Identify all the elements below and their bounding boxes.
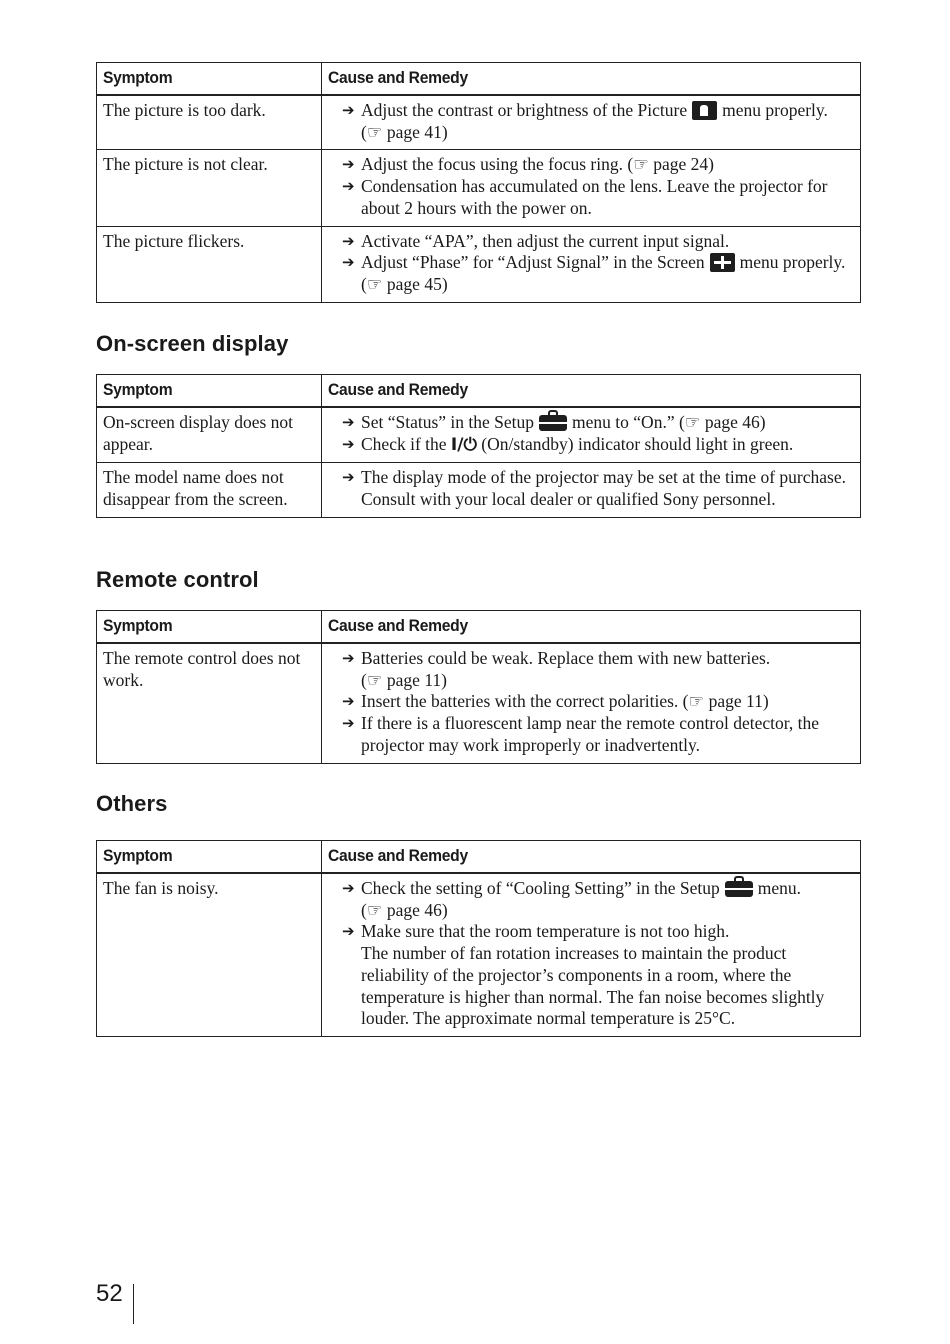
picture-troubleshooting-table <box>96 62 861 303</box>
remote-troubleshooting-table <box>96 610 861 764</box>
symptom-cell: The picture is not clear. <box>97 150 322 226</box>
remedy-item: ➔ Condensation has accumulated on the lens. Leave the projector for about 2 hours with the power on. <box>342 176 828 218</box>
page-reference-icon: ☞ <box>366 899 383 920</box>
remedy-item: ➔ Adjust “Phase” for “Adjust Signal” in the Screen menu properly. (☞ page 45) <box>342 252 846 294</box>
symptom-cell: The remote control does not work. <box>97 643 322 763</box>
arrow-icon: ➔ <box>342 177 355 196</box>
remedy-cell <box>322 95 861 150</box>
page-reference-icon: ☞ <box>366 273 383 294</box>
page-number: 52 <box>96 1280 123 1307</box>
symptom-header: Symptom <box>97 611 322 644</box>
remedy-item: ➔ Adjust the contrast or brightness of the Picture menu properly. (☞ page 41) <box>342 100 828 142</box>
table-row <box>97 463 861 517</box>
arrow-icon: ➔ <box>342 879 355 897</box>
section-heading-on-screen-display: On-screen display <box>96 331 289 356</box>
screen-menu-icon <box>710 253 735 272</box>
cause-remedy-header: Cause and Remedy <box>322 841 861 874</box>
remedy-item: ➔ Batteries could be weak. Replace them with new batteries. (☞ page 11) <box>342 648 771 690</box>
arrow-icon: ➔ <box>342 714 355 733</box>
arrow-icon: ➔ <box>342 253 355 272</box>
table-row <box>97 226 861 302</box>
remedy-item: ➔ Activate “APA”, then adjust the current input signal. <box>342 230 730 251</box>
others-section <box>96 840 860 1037</box>
symptom-cell: The picture is too dark. <box>97 95 322 150</box>
setup-menu-icon <box>725 881 753 897</box>
page-reference-icon: ☞ <box>633 154 649 175</box>
cause-remedy-header: Cause and Remedy <box>322 611 861 644</box>
arrow-icon: ➔ <box>342 922 355 941</box>
symptom-cell: The picture flickers. <box>97 226 322 302</box>
others-troubleshooting-table <box>96 840 861 1037</box>
arrow-icon: ➔ <box>342 692 355 711</box>
symptom-cell: The fan is noisy. <box>97 873 322 1036</box>
remedy-item: ➔ Set “Status” in the Setup menu to “On.” (☞ page 46) <box>342 412 766 432</box>
page-reference-icon: ☞ <box>366 669 383 690</box>
table-row <box>97 95 861 150</box>
remedy-item: ➔ The display mode of the projector may be set at the time of purchase. Consult with your local dealer or qualified Sony personnel. <box>342 467 846 510</box>
osd-section <box>96 374 860 518</box>
symptom-header: Symptom <box>97 63 322 96</box>
arrow-icon: ➔ <box>342 155 355 174</box>
arrow-icon: ➔ <box>342 649 355 667</box>
table-row <box>97 150 861 226</box>
page-number-divider <box>133 1284 134 1324</box>
symptom-header: Symptom <box>97 375 322 408</box>
cause-remedy-header: Cause and Remedy <box>322 63 861 96</box>
arrow-icon: ➔ <box>342 101 355 119</box>
page-reference-icon: ☞ <box>366 121 383 142</box>
symptom-cell: The model name does not disappear from the screen. <box>97 463 322 517</box>
section-heading-remote-control: Remote control <box>96 567 259 592</box>
remedy-cell <box>322 873 861 1036</box>
table-row <box>97 643 861 763</box>
arrow-icon: ➔ <box>342 434 355 453</box>
power-standby-icon: I/⏻ <box>450 434 477 455</box>
page-reference-icon: ☞ <box>684 412 701 432</box>
arrow-icon: ➔ <box>342 468 355 487</box>
remedy-item: ➔ Make sure that the room temperature is not too high. <box>342 921 730 942</box>
setup-menu-icon <box>539 415 567 431</box>
remedy-cell <box>322 150 861 226</box>
cause-remedy-header: Cause and Remedy <box>322 375 861 408</box>
remedy-item: ➔ Check if the I/⏻ (On/standby) indicator should light in green. <box>342 433 794 455</box>
remedy-item: ➔ If there is a fluorescent lamp near the remote control detector, the projector may work improperly or inadvertently. <box>342 713 819 755</box>
remedy-cell <box>322 643 861 763</box>
arrow-icon: ➔ <box>342 231 355 250</box>
symptom-header: Symptom <box>97 841 322 874</box>
remedy-cell <box>322 226 861 302</box>
remedy-item: ➔ Insert the batteries with the correct polarities. (☞ page 11) <box>342 691 769 712</box>
remedy-cell <box>322 407 861 463</box>
symptom-cell: On-screen display does not appear. <box>97 407 322 463</box>
remedy-item: ➔ Adjust the focus using the focus ring. (☞ page 24) <box>342 154 715 175</box>
osd-troubleshooting-table <box>96 374 861 518</box>
remedy-item: ➔ Check the setting of “Cooling Setting” in the Setup menu. (☞ page 46) <box>342 878 801 920</box>
picture-menu-icon <box>692 101 717 120</box>
section-heading-others: Others <box>96 791 168 816</box>
picture-troubleshooting-section <box>96 62 860 303</box>
arrow-icon: ➔ <box>342 413 355 431</box>
table-row <box>97 407 861 463</box>
page-reference-icon: ☞ <box>688 691 705 712</box>
remedy-cell <box>322 463 861 517</box>
remedy-note: The number of fan rotation increases to maintain the product reliability of the projector’s components in a room, where the temperature is higher than normal. The fan noise becomes slightly louder. The approximate normal temperature is 25°C. <box>361 943 825 1029</box>
remote-section <box>96 610 860 764</box>
table-row <box>97 873 861 1036</box>
